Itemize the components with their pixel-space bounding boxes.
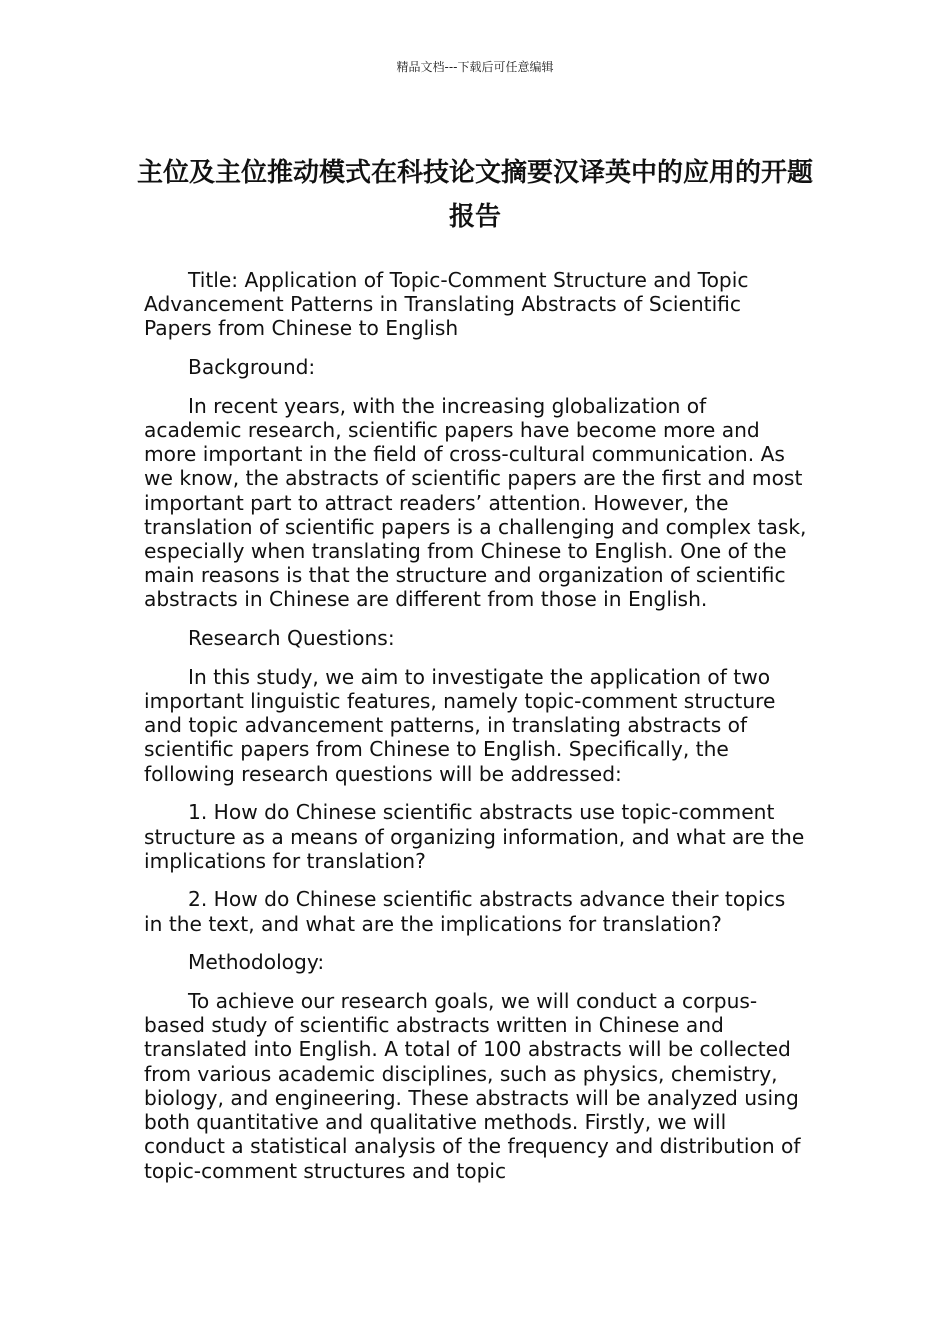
methodology-paragraph: To achieve our research goals, we will conduct a corpus-based study of scientific abstracts written in Chinese and translated into English. A total of 100 abstracts will be collected from various academic disciplines, such as physics, chemistry, biology, and engineering. These abstracts will be analyzed using both quantitative and qualitative methods. Firstly, we will conduct a statistical analysis of the frequency and distribution of topic-comment structures and topic — [144, 989, 801, 1183]
research-question-2: 2. How do Chinese scientific abstracts advance their topics in the text, and what are the implications for translation? — [144, 887, 786, 936]
page-header-note: 精品文档---下载后可任意编辑 — [396, 60, 554, 74]
section-heading-background: Background: — [188, 355, 316, 380]
document-title: 主位及主位推动模式在科技论文摘要汉译英中的应用的开题报告 — [136, 158, 813, 233]
title-paragraph: Title: Application of Topic-Comment Structure and Topic Advancement Patterns in Translating Abstracts of Scientific Papers from Chinese to English — [144, 268, 749, 341]
section-heading-methodology: Methodology: — [188, 950, 325, 975]
background-paragraph: In recent years, with the increasing globalization of academic research, scientific papers have become more and more important in the field of cross-cultural communication. As we know, the abstracts of scientific papers are the first and most important part to attract readers’ attention. However, the translation of scientific papers is a challenging and complex task, especially when translating from Chinese to English. One of the main reasons is that the structure and organization of scientific abstracts in Chinese are different from those in English. — [144, 393, 807, 612]
document-body — [144, 268, 808, 1197]
research-question-1: 1. How do Chinese scientific abstracts use topic-comment structure as a means of organizing information, and what are the implications for translation? — [144, 800, 805, 873]
research-questions-intro-paragraph: In this study, we aim to investigate the application of two important linguistic features, namely topic-comment structure and topic advancement patterns, in translating abstracts of scientific papers from Chinese to English. Specifically, the following research questions will be addressed: — [144, 664, 776, 786]
section-heading-research-questions: Research Questions: — [188, 626, 395, 651]
